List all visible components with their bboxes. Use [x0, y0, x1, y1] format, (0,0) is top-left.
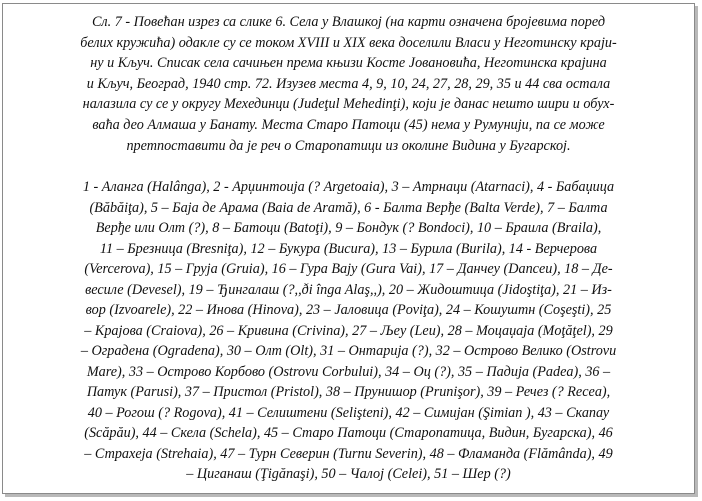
caption-line: ну и Кључ. Списак села сачињен према књизи Косте Јовановића, Неготинска крајина — [90, 55, 607, 72]
village-list-line: (Vercerova), 15 – Груја (Gruia), 16 – Гура Вају (Gura Vai), 17 – Данчеу (Danceu), 18 – Де- — [84, 261, 613, 278]
caption-line: Сл. 7 - Повећан изрез са слике 6. Села у Влашкој (на карти означена бројевима поред — [91, 14, 606, 30]
paragraph-gap — [15, 156, 682, 177]
village-list — [15, 177, 682, 485]
village-list-line: (Scăpău), 44 – Скела (Schela), 45 – Старо Патоци (Старопатица, Видин, Бугарска), 46 — [84, 425, 613, 442]
village-list-line: – Циганаш (Ţigănaşi), 50 – Чалој (Celei), 51 – Шер (?) — [186, 466, 511, 483]
village-list-line: Патук (Parusi), 37 – Пристол (Pristol), 38 – Прунишор (Prunişor), 39 – Речез (? Recea), — [86, 384, 611, 401]
caption-line: и Кључ, Београд, 1940 стр. 72. Изузев места 4, 9, 10, 24, 27, 28, 29, 35 и 44 сва остала — [86, 75, 611, 92]
village-list-line: весиле (Devesel), 19 – Ђингалаш (?,,ði înga Alaş,,), 20 – Жидоштица (Jidoştiţa), 21 – Из- — [85, 281, 612, 298]
village-list-line: 40 – Рогош (? Rogova), 41 – Селиштени (Selişteni), 42 – Симијан (Şimian ), 43 – Скапау — [87, 404, 610, 421]
village-list-line: – Оградена (Ogradena), 30 – Олт (Olt), 31 – Онтарија (?), 32 – Острово Велико (Ostrovu — [80, 343, 617, 360]
village-list-line: 1 - Аланга (Halânga), 2 - Арџинтоија (? Argetoaia), 3 – Атрнаци (Atarnaci), 4 - Бабаџица — [82, 179, 615, 196]
village-list-line: вор (Izvoarele), 22 – Инова (Hinova), 23 – Јаловица (Poviţa), 24 – Кошуштн (Coşeşti), 25 — [85, 302, 612, 319]
village-list-line: Mare), 33 – Острово Корбово (Ostrovu Corbului), 34 – Оц (?), 35 – Падија (Padea), 36 – — [86, 363, 611, 380]
document-page — [2, 3, 695, 494]
village-list-line: (Băbăiţa), 5 – Баја де Арама (Baia de Aramă), 6 - Балта Верђе (Balta Verde), 7 – Балта — [89, 199, 608, 216]
village-list-line: Верђе или Олт (?), 8 – Батоци (Batoţi), 9 – Бондук (? Bondoci), 10 – Браила (Braila), — [95, 220, 602, 237]
village-list-line: – Крајова (Craiova), 26 – Кривина (Crivina), 27 – Љеу (Leu), 28 – Моцаџаја (Moţăţel), 29 — [84, 322, 613, 339]
village-list-line: 11 – Брезница (Bresniţa), 12 – Букура (Bucura), 13 – Бурила (Burila), 14 - Верчерова — [99, 240, 598, 257]
caption-line: претпоставити да је реч о Старопатици из околине Видина у Бугарској. — [126, 137, 571, 154]
village-list-line: – Страхеја (Strehaia), 47 – Турн Северин (Turnu Severin), 48 – Фламанда (Flămânda), 49 — [84, 445, 613, 462]
caption-line: налазила су се у округу Мехединци (Judeţul Mehedinţi), који је данас нешто шири и обух- — [82, 96, 615, 113]
caption-line: ваћа део Алмаша у Банату. Места Старо Патоци (45) нема у Румунији, па се може — [92, 116, 605, 133]
caption-line: белих кружића) одакле су се током XVIII и XIX века доселили Власи у Неготинску краји- — [80, 34, 617, 51]
figure-caption — [15, 12, 682, 156]
